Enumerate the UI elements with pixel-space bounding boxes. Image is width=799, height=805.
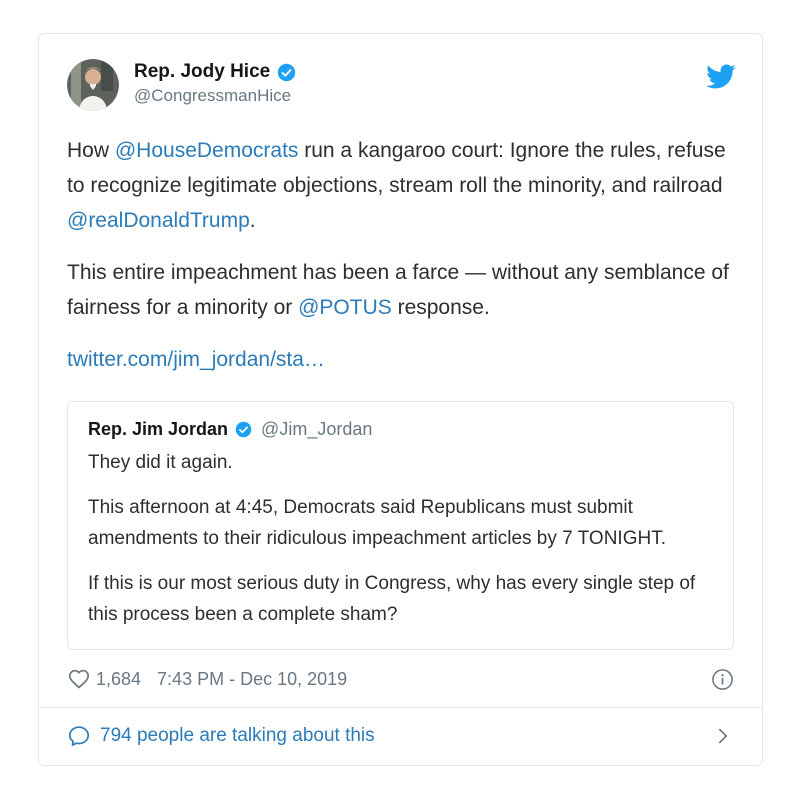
mention-realdonaldtrump[interactable]: @realDonaldTrump <box>67 209 250 232</box>
quoted-tweet-text <box>88 447 713 630</box>
avatar-photo <box>67 59 119 111</box>
like-count: 1,684 <box>96 668 142 689</box>
like-button[interactable] <box>67 667 141 691</box>
embedded-tweet-card <box>38 33 763 766</box>
tweet-header <box>39 34 762 111</box>
info-circle-icon[interactable] <box>711 668 734 691</box>
avatar[interactable] <box>67 59 119 111</box>
author-name-link[interactable]: Rep. Jody Hice <box>134 61 271 82</box>
tweet-meta-row <box>39 650 762 707</box>
tweet-paragraph <box>67 255 734 325</box>
quoted-tweet-card[interactable] <box>67 401 734 650</box>
tweet-text-segment: This entire impeachment has been a farce — without any semblance of fairness for a minority or <box>67 261 729 319</box>
quoted-paragraph: They did it again. <box>88 452 233 473</box>
verified-badge-icon <box>235 421 252 438</box>
tweet-text-segment: . <box>249 209 256 232</box>
timestamp-link[interactable]: 7:43 PM - Dec 10, 2019 <box>157 668 348 689</box>
mention-housedemocrats[interactable]: @HouseDemocrats <box>114 139 299 162</box>
quoted-status-url-link[interactable]: twitter.com/jim_jordan/sta… <box>67 348 325 371</box>
chevron-right-icon[interactable] <box>712 725 734 747</box>
verified-badge-icon <box>277 63 296 82</box>
quoted-author-name: Rep. Jim Jordan <box>88 419 229 439</box>
quoted-paragraph: If this is our most serious duty in Congress, why has every single step of this process been a complete sham? <box>88 573 696 625</box>
tweet-text <box>39 111 762 377</box>
tweet-paragraph <box>67 133 734 238</box>
heart-outline-icon <box>67 667 91 691</box>
tweet-text-segment: response. <box>391 296 490 319</box>
twitter-bird-icon[interactable] <box>705 61 736 92</box>
quoted-paragraph: This afternoon at 4:45, Democrats said Republicans must submit amendments to their ridiculous impeachment articles by 7 TONIGHT. <box>88 497 666 549</box>
conversation-bar <box>39 708 762 765</box>
tweet-text-segment: run a kangaroo court: Ignore the rules, refuse to recognize legitimate objections, stream roll the minority, and railroad <box>67 139 726 197</box>
author-name-row <box>134 61 296 83</box>
mention-potus[interactable]: @POTUS <box>298 296 392 319</box>
tweet-paragraph <box>67 342 734 377</box>
author-block <box>134 59 296 106</box>
author-handle-link[interactable]: @CongressmanHice <box>134 86 292 105</box>
quoted-author-handle: @Jim_Jordan <box>261 419 373 439</box>
people-talking-link[interactable]: 794 people are talking about this <box>100 725 375 746</box>
tweet-text-segment: How <box>67 139 115 162</box>
speech-bubble-icon <box>67 724 91 748</box>
quoted-tweet-header <box>88 419 713 440</box>
